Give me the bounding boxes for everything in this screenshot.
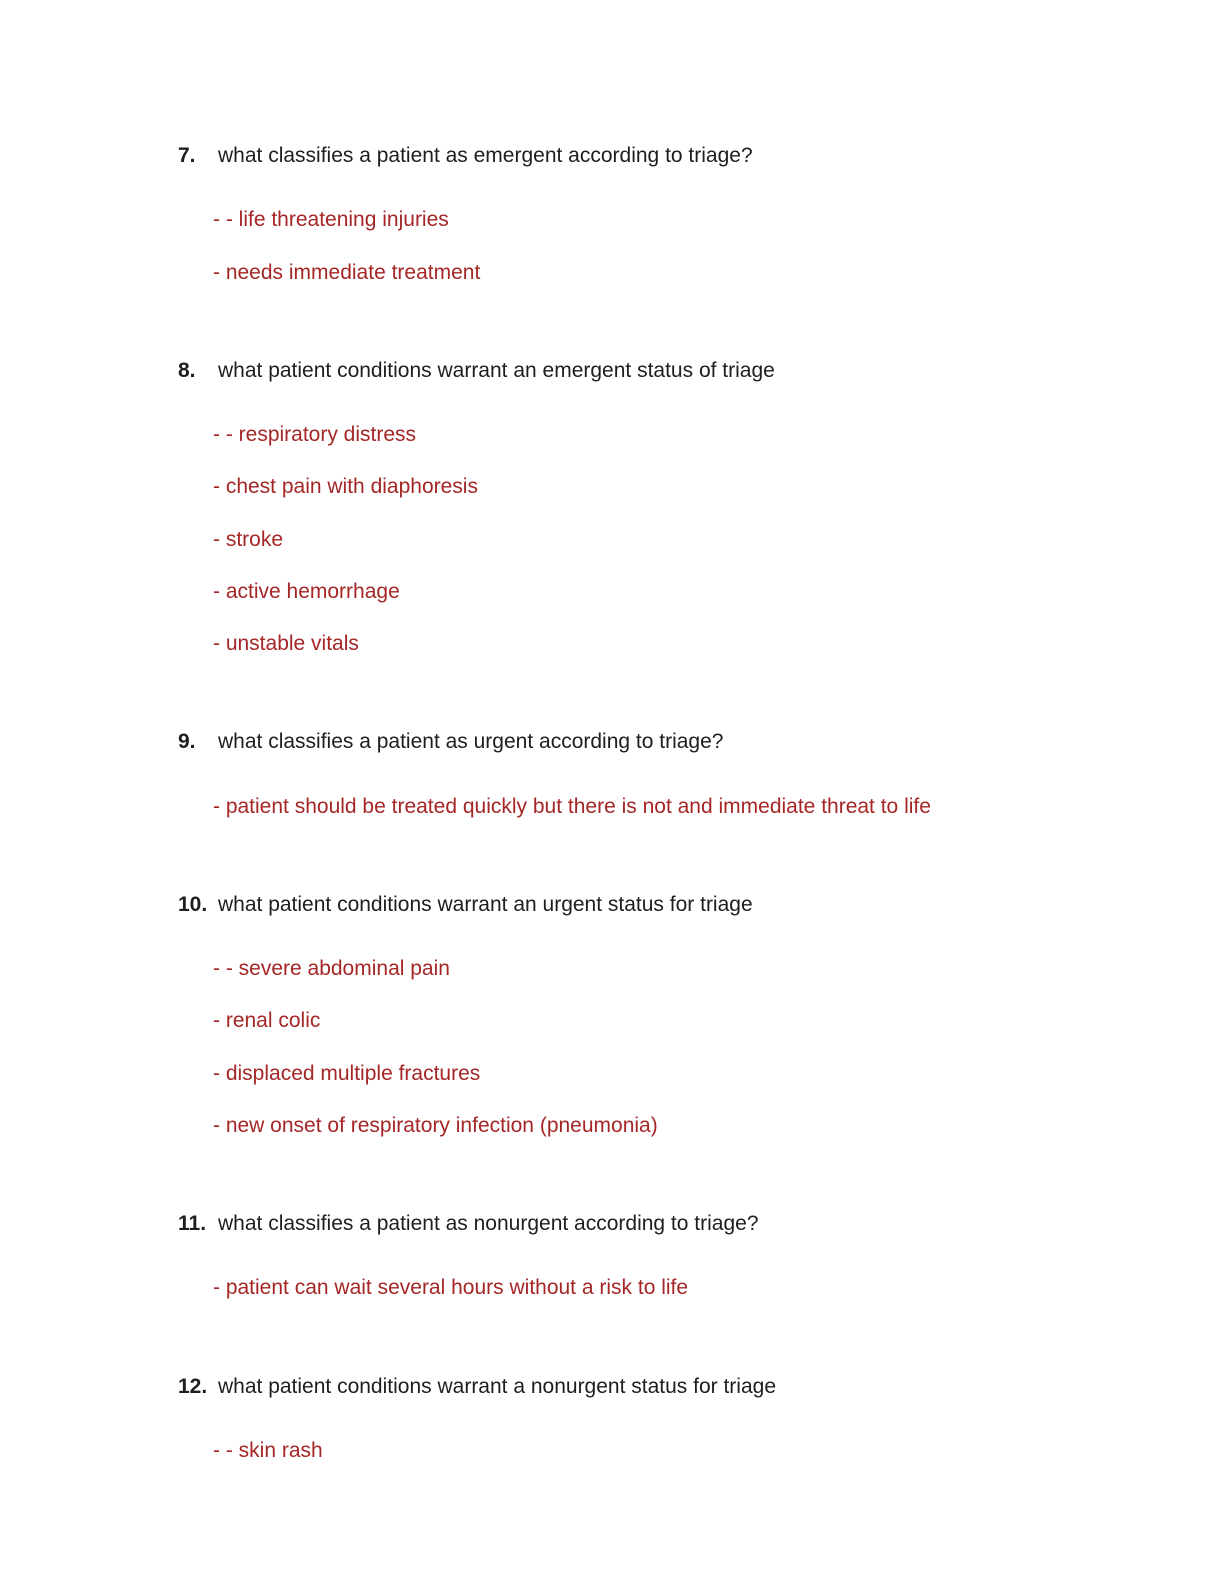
qa-block bbox=[178, 358, 1104, 658]
question-number: 7. bbox=[178, 144, 196, 167]
qa-block bbox=[178, 1211, 1104, 1302]
qa-block bbox=[178, 1374, 1104, 1465]
answer-line: - needs immediate treatment bbox=[213, 260, 481, 284]
question-number: 9. bbox=[178, 730, 196, 754]
answer-line: - new onset of respiratory infection (pneumonia) bbox=[213, 1113, 658, 1137]
answer-line: - - respiratory distress bbox=[213, 423, 417, 446]
question-line bbox=[178, 729, 1104, 755]
question-number: 11. bbox=[178, 1212, 207, 1235]
question-line bbox=[178, 1211, 1104, 1237]
answer-line: - renal colic bbox=[213, 1009, 321, 1033]
answer-list bbox=[213, 1275, 1104, 1301]
question-number: 12. bbox=[178, 1374, 208, 1398]
answer-line: - - skin rash bbox=[213, 1438, 323, 1462]
question-text: what patient conditions warrant an urgent status for triage bbox=[218, 892, 753, 916]
question-line bbox=[178, 892, 1104, 918]
answer-line: - - life threatening injuries bbox=[213, 208, 449, 232]
answer-line: - unstable vitals bbox=[213, 632, 359, 655]
answer-list bbox=[213, 1438, 1104, 1464]
question-line bbox=[178, 143, 1104, 169]
answer-line: - chest pain with diaphoresis bbox=[213, 475, 478, 499]
qa-list bbox=[178, 143, 1104, 1464]
question-line bbox=[178, 1374, 1104, 1400]
qa-block bbox=[178, 892, 1104, 1139]
answer-list bbox=[213, 794, 1104, 820]
answer-list bbox=[213, 207, 1104, 286]
question-text: what classifies a patient as urgent according to triage? bbox=[218, 730, 724, 754]
answer-line: - stroke bbox=[213, 527, 284, 551]
qa-block bbox=[178, 143, 1104, 286]
question-text: what patient conditions warrant a nonurgent status for triage bbox=[218, 1374, 776, 1398]
qa-block bbox=[178, 729, 1104, 820]
question-line bbox=[178, 358, 1104, 384]
answer-line: - active hemorrhage bbox=[213, 579, 400, 603]
question-text: what classifies a patient as emergent according to triage? bbox=[218, 144, 753, 167]
answer-line: - patient can wait several hours without a risk to life bbox=[213, 1276, 689, 1300]
question-number: 10. bbox=[178, 892, 208, 916]
answer-list bbox=[213, 422, 1104, 657]
answer-line: - displaced multiple fractures bbox=[213, 1061, 481, 1085]
answer-line: - patient should be treated quickly but there is not and immediate threat to life bbox=[213, 794, 931, 818]
answer-line: - - severe abdominal pain bbox=[213, 957, 450, 980]
question-number: 8. bbox=[178, 358, 196, 382]
question-text: what classifies a patient as nonurgent according to triage? bbox=[218, 1212, 759, 1235]
question-text: what patient conditions warrant an emergent status of triage bbox=[218, 358, 775, 382]
answer-list bbox=[213, 956, 1104, 1139]
